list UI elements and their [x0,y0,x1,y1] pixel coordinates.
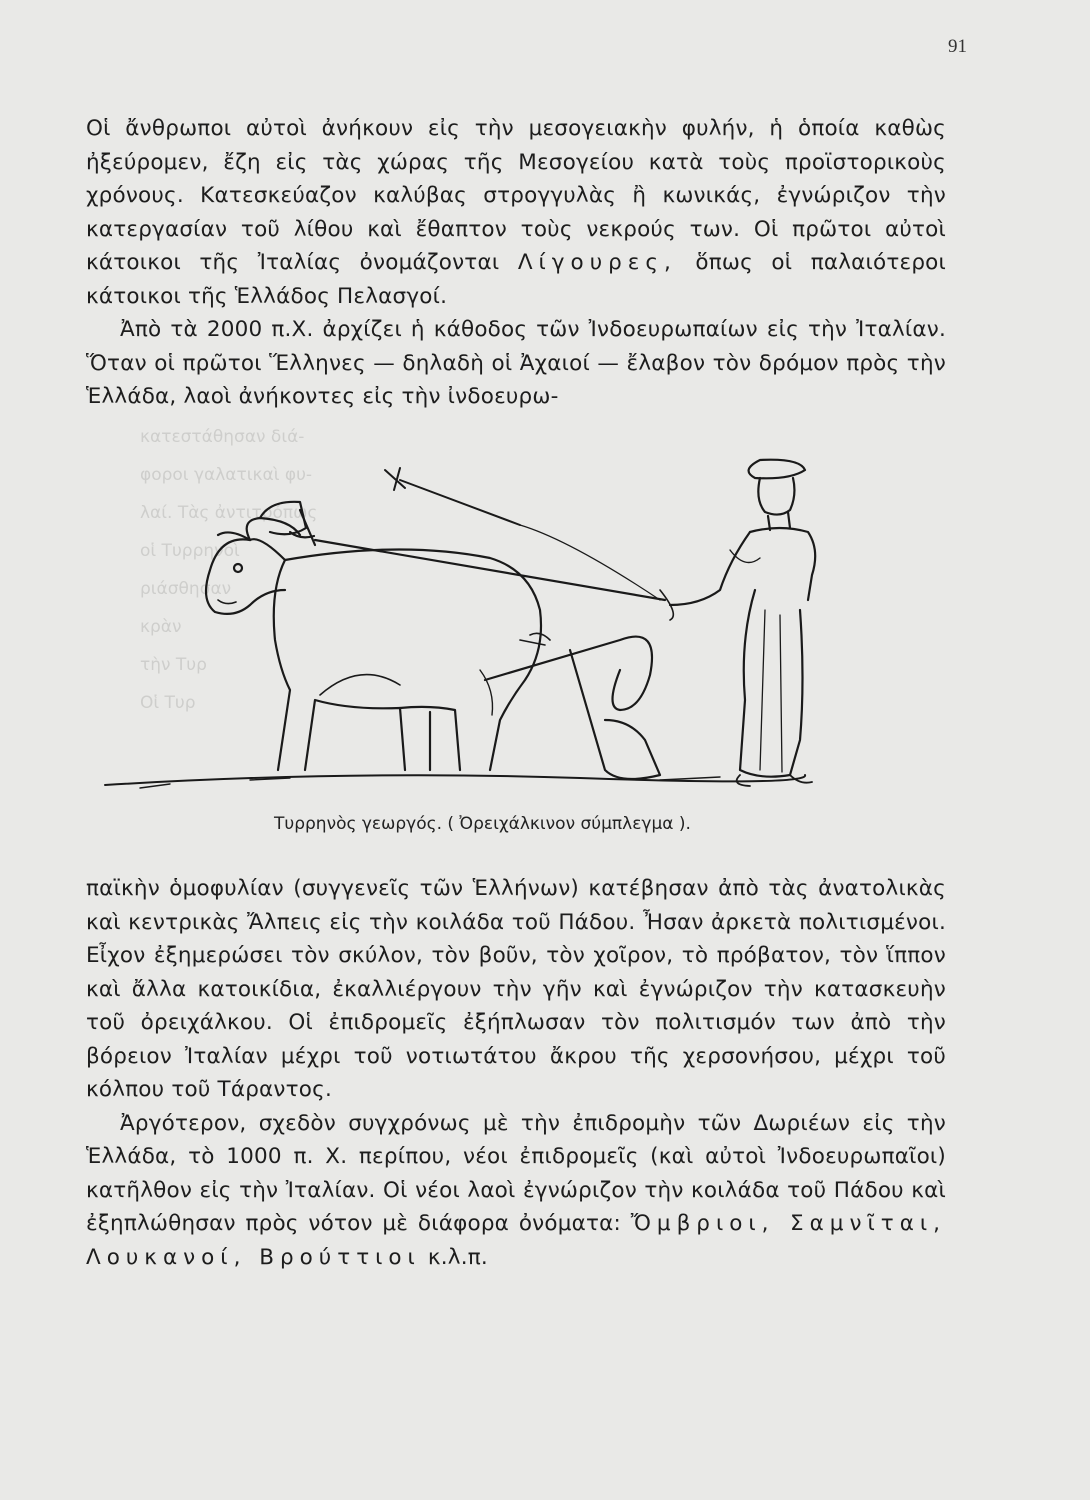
paragraph-1-text: Οἱ ἄνθρωποι αὐτοὶ ἀνήκουν εἰς τὴν μεσογειακὴν φυλήν, ἡ ὁποία καθὼς ἠξεύρομεν, ἔζη εἰς τὰς χώρας τῆς Μεσογείου κατὰ τοὺς προϊστορικοὺς χρόνους. Κατεσκεύαζον καλύβας στρογγυλὰς ἢ κωνικάς, ἐγνώριζον τὴν κατεργασίαν τοῦ λίθου καὶ ἔθαπτον τοὺς νεκρούς των. Οἱ πρῶτοι αὐτοὶ κάτοικοι τῆς Ἰταλίας ὀνομάζονται [86,116,946,275]
paragraph-1-end: ὅπως οἱ παλαιότεροι κάτοικοι τῆς Ἑλλάδος Πελασγοί. [86,250,947,309]
bleed-line: Οἱ Τυρ [140,693,196,713]
bleed-line: φοροι γαλατικαὶ φυ- [140,465,313,485]
etruscan-farmer-illustration [100,440,820,820]
bleed-line: λαί. Τὰς ἀντιτρόπως [140,503,318,523]
upper-text-block [86,112,946,414]
ligures-name: Λίγουρες, [517,250,677,275]
paragraph-1 [86,112,946,313]
bleed-line: τὴν Τυρ [140,655,207,675]
bleed-line: κρὰν [140,617,182,637]
bleed-line: οἱ Τυρρηνοὶ [140,541,240,561]
figure-caption: Τυρρηνὸς γεωργός. ( Ὀρειχάλκινον σύμπλεγμα ). [274,814,691,834]
tribe-names: Ὄμβριοι, Σαμνῖται, Λουκανοί, Βρούττιοι [86,1211,946,1270]
paragraph-3: παϊκὴν ὁμοφυλίαν (συγγενεῖς τῶν Ἑλλήνων) κατέβησαν ἀπὸ τὰς ἀνατολικὰς καὶ κεντρικὰς Ἄλπεις εἰς τὴν κοιλάδα τοῦ Πάδου. Ἦσαν ἀρκετὰ πολιτισμένοι. Εἶχον ἐξημερώσει τὸν σκύλον, τὸν βοῦν, τὸν χοῖρον, τὸ πρόβατον, τὸν ἵππον καὶ ἄλλα κατοικίδια, ἐκαλλιέργουν τὴν γῆν καὶ ἐγνώριζον τὴν κατασκευὴν τοῦ ὀρειχάλκου. Οἱ ἐπιδρομεῖς ἐξήπλωσαν τὸν πολιτισμόν των ἀπὸ τὴν βόρειον Ἰταλίαν μέχρι τοῦ νοτιωτάτου ἄκρου τῆς χερσονήσου, μέχρι τοῦ κόλπου τοῦ Τάραντος. [86,876,946,1102]
lower-text-block [86,872,946,1274]
paragraph-4 [86,1107,946,1275]
paragraph-4-text: Ἀργότερον, σχεδὸν συγχρόνως μὲ τὴν ἐπιδρομὴν τῶν Δωριέων εἰς τὴν Ἑλλάδα, τὸ 1000 π. Χ. περίπου, νέοι ἐπιδρομεῖς (καὶ αὐτοὶ Ἰνδοευρωπαῖοι) κατῆλθον εἰς τὴν Ἰταλίαν. Οἱ νέοι λαοὶ ἐγνώριζον τὴν κοιλάδα τοῦ Πάδου καὶ ἐξηπλώθησαν πρὸς νότον μὲ διάφορα ὀνόματα: [86,1110,946,1236]
paragraph-2: Ἀπὸ τὰ 2000 π.Χ. ἀρχίζει ἡ κάθοδος τῶν Ἰνδοευρωπαίων εἰς τὴν Ἰταλίαν. Ὅταν οἱ πρῶτοι Ἕλληνες — δηλαδὴ οἱ Ἀχαιοί — ἔλαβον τὸν δρόμον πρὸς τὴν Ἑλλάδα, λαοὶ ἀνήκοντες εἰς τὴν ἰνδοευρω- [86,317,946,409]
bleed-line: ριάσθησαν [140,579,232,599]
page-number: 91 [948,36,967,57]
bleed-line: κατεστάθησαν διά- [140,427,305,447]
paragraph-4-end: κ.λ.π. [427,1244,488,1270]
